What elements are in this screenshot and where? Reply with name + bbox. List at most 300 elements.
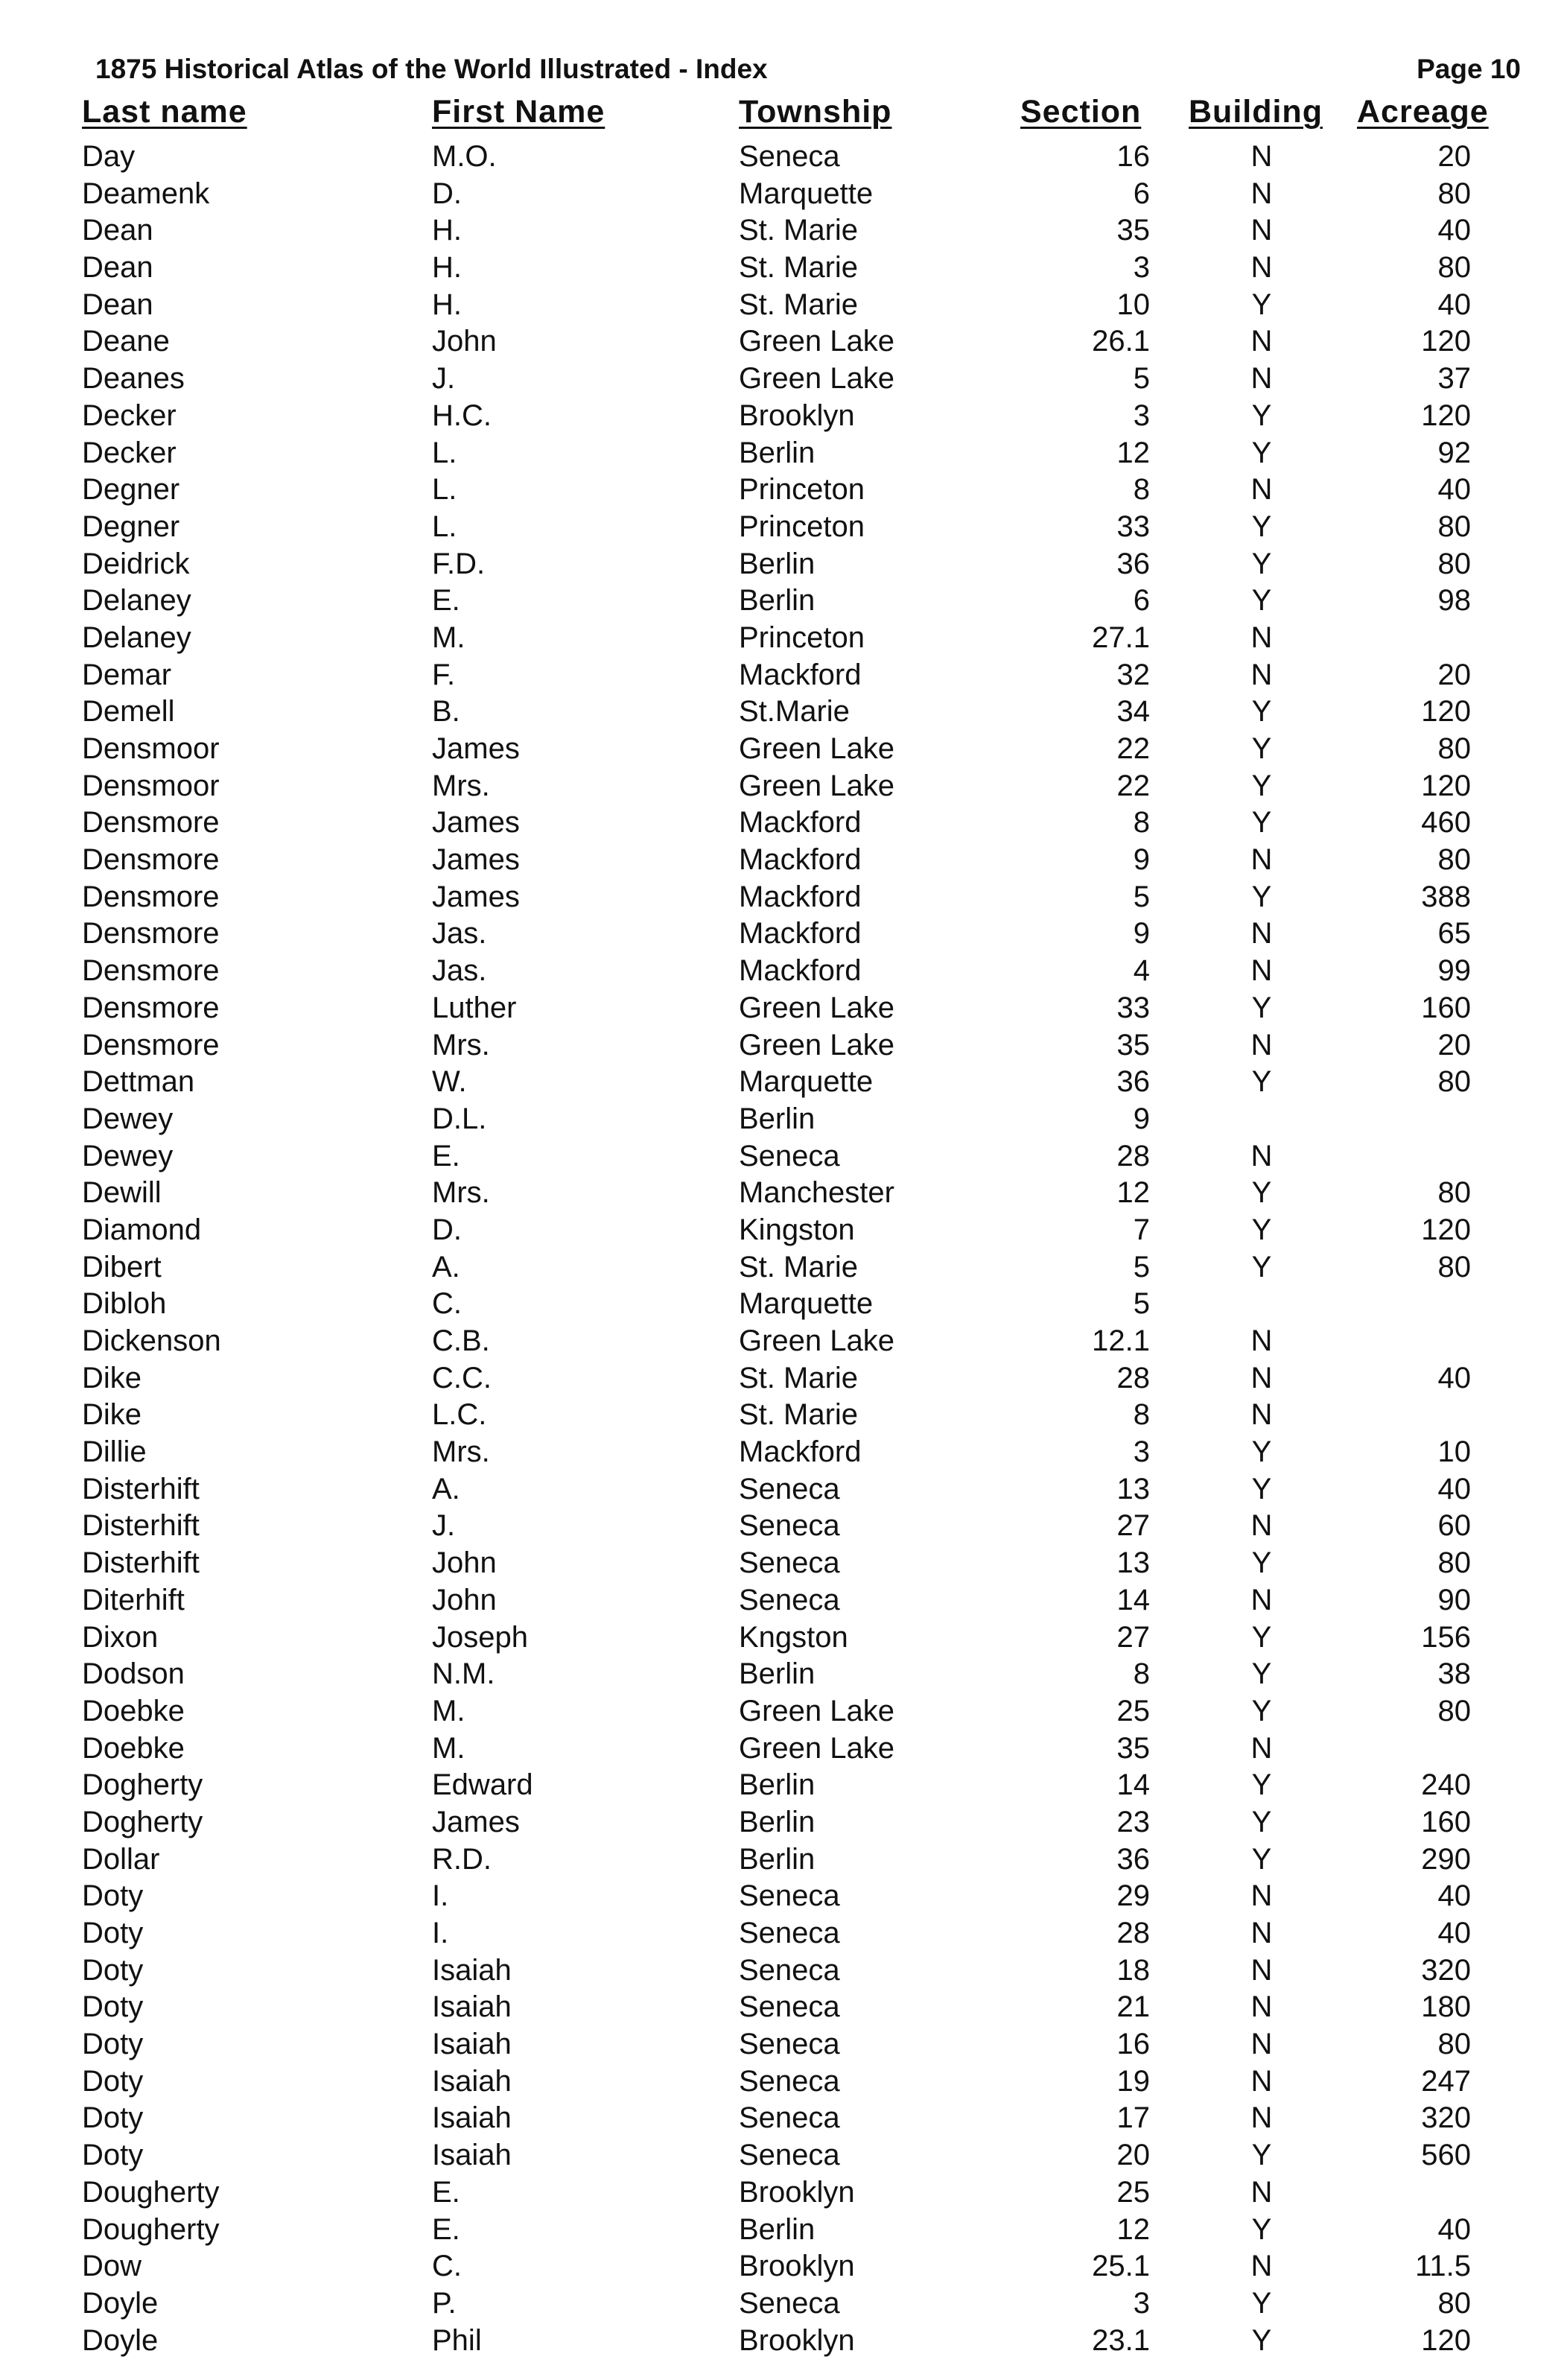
first-name-cell: F. (432, 658, 456, 691)
first-name-cell: John (432, 1546, 497, 1580)
acreage-cell: 120 (1421, 2323, 1471, 2357)
last-name-cell: Doty (82, 1879, 144, 1913)
last-name-cell: Deane (82, 325, 170, 358)
township-cell: Berlin (739, 1768, 816, 1802)
building-cell: Y (1251, 288, 1272, 321)
section-cell: 36 (1116, 1065, 1150, 1099)
first-name-cell: Mrs. (432, 1176, 490, 1210)
first-name-cell: J. (432, 1509, 456, 1543)
first-name-cell: Mrs. (432, 1435, 490, 1469)
section-cell: 3 (1133, 1435, 1150, 1469)
acreage-cell: 40 (1437, 1472, 1471, 1505)
table-row (0, 509, 1564, 546)
first-name-cell: John (432, 325, 497, 358)
building-cell: N (1250, 954, 1273, 988)
building-cell: N (1250, 1990, 1273, 2024)
last-name-cell: Densmore (82, 806, 220, 840)
first-name-cell: L. (432, 510, 457, 543)
first-name-cell: Isaiah (432, 2139, 512, 2172)
section-cell: 27.1 (1092, 621, 1150, 654)
table-row (0, 2285, 1564, 2323)
township-cell: Green Lake (739, 325, 895, 358)
building-cell: N (1250, 1028, 1273, 1062)
acreage-cell: 80 (1437, 843, 1471, 877)
last-name-cell: Doty (82, 2139, 144, 2172)
section-cell: 35 (1116, 1028, 1150, 1062)
first-name-cell: James (432, 732, 520, 765)
building-cell: Y (1251, 2323, 1272, 2357)
acreage-cell: 40 (1437, 473, 1471, 507)
section-cell: 12.1 (1092, 1324, 1150, 1357)
table-row (0, 250, 1564, 287)
township-cell: Mackford (739, 1435, 862, 1469)
index-table-body (0, 139, 1564, 2359)
acreage-cell: 20 (1437, 140, 1471, 173)
last-name-cell: Dow (82, 2250, 142, 2283)
first-name-cell: D.L. (432, 1102, 487, 1135)
last-name-cell: Dewey (82, 1102, 174, 1135)
first-name-cell: John (432, 1583, 497, 1616)
township-cell: Green Lake (739, 1731, 895, 1765)
township-cell: Green Lake (739, 1694, 895, 1727)
section-cell: 8 (1133, 1398, 1150, 1432)
acreage-cell: 560 (1421, 2139, 1471, 2172)
first-name-cell: Edward (432, 1768, 533, 1802)
last-name-cell: Dollar (82, 1842, 160, 1876)
acreage-cell: 90 (1437, 1583, 1471, 1616)
last-name-cell: Delaney (82, 584, 191, 618)
first-name-cell: L. (432, 436, 457, 469)
first-name-cell: James (432, 843, 520, 877)
last-name-cell: Diterhift (82, 1583, 185, 1616)
last-name-cell: Disterhift (82, 1472, 200, 1505)
acreage-cell: 120 (1421, 695, 1471, 729)
township-cell: Marquette (739, 1287, 874, 1321)
building-cell: N (1250, 658, 1273, 691)
last-name-cell: Dike (82, 1398, 142, 1432)
acreage-cell: 80 (1437, 2286, 1471, 2320)
building-cell: N (1250, 2064, 1273, 2098)
section-cell: 17 (1116, 2101, 1150, 2135)
first-name-cell: A. (432, 1250, 460, 1283)
township-cell: St. Marie (739, 214, 859, 247)
acreage-cell: 80 (1437, 1065, 1471, 1099)
first-name-cell: Mrs. (432, 1028, 490, 1062)
section-cell: 29 (1116, 1879, 1150, 1913)
acreage-cell: 80 (1437, 510, 1471, 543)
table-row (0, 2248, 1564, 2285)
township-cell: Seneca (739, 1879, 840, 1913)
township-cell: Green Lake (739, 732, 895, 765)
first-name-cell: Joseph (432, 1620, 528, 1654)
building-cell: Y (1251, 2286, 1272, 2320)
township-cell: Seneca (739, 1139, 840, 1172)
building-cell: N (1250, 325, 1273, 358)
table-row (0, 472, 1564, 509)
building-cell: Y (1251, 1842, 1272, 1876)
building-cell: Y (1251, 1435, 1272, 1469)
section-cell: 12 (1116, 2212, 1150, 2246)
column-header-section: Section (1020, 94, 1142, 130)
section-cell: 3 (1133, 2286, 1150, 2320)
document-title: 1875 Historical Atlas of the World Illustrated - Index (95, 54, 768, 84)
township-cell: Princeton (739, 621, 865, 654)
last-name-cell: Doebke (82, 1731, 185, 1765)
table-row (0, 1545, 1564, 1582)
table-row (0, 1027, 1564, 1064)
acreage-cell: 240 (1421, 1768, 1471, 1802)
section-cell: 22 (1116, 769, 1150, 802)
township-cell: Seneca (739, 2028, 840, 2061)
first-name-cell: A. (432, 1472, 460, 1505)
first-name-cell: P. (432, 2286, 457, 2320)
table-row (0, 1767, 1564, 1804)
column-header-last-name: Last name (82, 94, 247, 130)
last-name-cell: Decker (82, 399, 177, 432)
acreage-cell: 10 (1437, 1435, 1471, 1469)
township-cell: Seneca (739, 1509, 840, 1543)
last-name-cell: Dean (82, 251, 153, 285)
table-row (0, 1323, 1564, 1360)
section-cell: 28 (1116, 1917, 1150, 1949)
table-row (0, 2063, 1564, 2101)
section-cell: 3 (1133, 399, 1150, 432)
township-cell: Marquette (739, 177, 874, 210)
last-name-cell: Doty (82, 1990, 144, 2024)
section-cell: 8 (1133, 806, 1150, 840)
last-name-cell: Doty (82, 2064, 144, 2098)
table-row (0, 1915, 1564, 1952)
building-cell: Y (1251, 1213, 1272, 1246)
township-cell: Seneca (739, 1546, 840, 1580)
section-cell: 14 (1116, 1583, 1150, 1616)
last-name-cell: Densmore (82, 954, 220, 988)
table-row (0, 2323, 1564, 2360)
building-cell: Y (1251, 584, 1272, 618)
table-row (0, 583, 1564, 620)
acreage-cell: 320 (1421, 1953, 1471, 1987)
first-name-cell: L. (432, 473, 457, 507)
section-cell: 16 (1116, 140, 1150, 173)
building-cell: N (1250, 2028, 1273, 2061)
township-cell: Kingston (739, 1213, 855, 1246)
building-cell: N (1250, 843, 1273, 877)
table-row (0, 731, 1564, 768)
section-cell: 22 (1116, 732, 1150, 765)
table-row (0, 620, 1564, 657)
township-cell: Kngston (739, 1620, 848, 1654)
last-name-cell: Diamond (82, 1213, 202, 1246)
building-cell: N (1250, 214, 1273, 247)
acreage-cell: 460 (1421, 806, 1471, 840)
table-row (0, 1471, 1564, 1508)
township-cell: Seneca (739, 2139, 840, 2172)
table-row (0, 953, 1564, 990)
building-cell: N (1250, 1917, 1273, 1949)
building-cell: N (1250, 1583, 1273, 1616)
acreage-cell: 40 (1437, 214, 1471, 247)
acreage-cell: 11.5 (1415, 2250, 1471, 2283)
last-name-cell: Dogherty (82, 1768, 203, 1802)
acreage-cell: 80 (1437, 732, 1471, 765)
first-name-cell: D. (432, 177, 462, 210)
township-cell: Mackford (739, 806, 862, 840)
first-name-cell: C. (432, 2250, 462, 2283)
building-cell: Y (1251, 1620, 1272, 1654)
last-name-cell: Decker (82, 436, 177, 469)
section-cell: 12 (1116, 1176, 1150, 1210)
section-cell: 16 (1116, 2028, 1150, 2061)
township-cell: Seneca (739, 2101, 840, 2135)
township-cell: Mackford (739, 843, 862, 877)
section-cell: 6 (1133, 177, 1150, 210)
township-cell: Seneca (739, 1953, 840, 1987)
column-header-building: Building (1189, 94, 1323, 130)
building-cell: N (1250, 2175, 1273, 2209)
acreage-cell: 388 (1421, 880, 1471, 913)
first-name-cell: C.B. (432, 1324, 490, 1357)
acreage-cell: 60 (1437, 1509, 1471, 1543)
township-cell: Seneca (739, 140, 840, 173)
township-cell: Mackford (739, 880, 862, 913)
section-cell: 21 (1116, 1990, 1150, 2024)
township-cell: Brooklyn (739, 2250, 855, 2283)
section-cell: 8 (1133, 1657, 1150, 1691)
table-row (0, 2026, 1564, 2063)
section-cell: 13 (1116, 1546, 1150, 1580)
first-name-cell: L.C. (432, 1398, 487, 1432)
section-cell: 7 (1133, 1213, 1150, 1246)
building-cell: Y (1251, 695, 1272, 729)
last-name-cell: Dodson (82, 1657, 185, 1691)
acreage-cell: 80 (1437, 1250, 1471, 1283)
township-cell: Mackford (739, 917, 862, 951)
first-name-cell: James (432, 806, 520, 840)
acreage-cell: 80 (1437, 1176, 1471, 1210)
last-name-cell: Day (82, 140, 136, 173)
first-name-cell: Phil (432, 2323, 482, 2357)
building-cell: Y (1251, 769, 1272, 802)
table-row (0, 1101, 1564, 1138)
section-cell: 5 (1133, 880, 1150, 913)
first-name-cell: M.O. (432, 140, 497, 173)
table-row (0, 2212, 1564, 2249)
building-cell: Y (1251, 547, 1272, 580)
last-name-cell: Degner (82, 510, 180, 543)
building-cell: Y (1251, 1694, 1272, 1727)
acreage-cell: 80 (1437, 177, 1471, 210)
township-cell: Green Lake (739, 362, 895, 396)
first-name-cell: W. (432, 1065, 467, 1099)
table-row (0, 1360, 1564, 1397)
township-cell: St. Marie (739, 1398, 859, 1432)
section-cell: 33 (1116, 991, 1150, 1024)
township-cell: Berlin (739, 436, 816, 469)
acreage-cell: 80 (1437, 2028, 1471, 2061)
table-row (0, 657, 1564, 694)
first-name-cell: James (432, 1805, 520, 1838)
building-cell: Y (1251, 1065, 1272, 1099)
section-cell: 18 (1116, 1953, 1150, 1987)
section-cell: 4 (1133, 954, 1150, 988)
section-cell: 33 (1116, 510, 1150, 543)
township-cell: St. Marie (739, 1361, 859, 1394)
township-cell: Berlin (739, 2212, 816, 2246)
last-name-cell: Doebke (82, 1694, 185, 1727)
building-cell: N (1250, 1509, 1273, 1543)
first-name-cell: C.C. (432, 1361, 492, 1394)
first-name-cell: E. (432, 2175, 460, 2209)
table-row (0, 287, 1564, 324)
first-name-cell: Jas. (432, 917, 487, 951)
table-row (0, 842, 1564, 879)
last-name-cell: Doyle (82, 2323, 159, 2357)
building-cell: Y (1251, 1546, 1272, 1580)
table-row (0, 1286, 1564, 1323)
building-cell: N (1250, 917, 1273, 951)
first-name-cell: H. (432, 288, 462, 321)
table-row (0, 768, 1564, 805)
page-number: Page 10 (1417, 54, 1521, 84)
table-row (0, 694, 1564, 731)
section-cell: 27 (1116, 1620, 1150, 1654)
section-cell: 5 (1133, 1250, 1150, 1283)
last-name-cell: Dettman (82, 1065, 195, 1099)
first-name-cell: I. (432, 1879, 449, 1913)
last-name-cell: Delaney (82, 621, 191, 654)
last-name-cell: Dewey (82, 1139, 174, 1172)
building-cell: Y (1251, 1805, 1272, 1838)
last-name-cell: Doty (82, 2101, 144, 2135)
township-cell: Berlin (739, 1842, 816, 1876)
first-name-cell: Isaiah (432, 1990, 512, 2024)
first-name-cell: Jas. (432, 954, 487, 988)
building-cell: N (1250, 140, 1273, 173)
first-name-cell: M. (432, 1731, 465, 1765)
last-name-cell: Dean (82, 288, 153, 321)
last-name-cell: Dibloh (82, 1287, 167, 1321)
township-cell: Mackford (739, 954, 862, 988)
section-cell: 19 (1116, 2064, 1150, 2098)
township-cell: Seneca (739, 2286, 840, 2320)
building-cell: N (1250, 2101, 1273, 2135)
building-cell: N (1250, 1953, 1273, 1987)
section-cell: 27 (1116, 1509, 1150, 1543)
township-cell: Green Lake (739, 1028, 895, 1062)
building-cell: N (1250, 1139, 1273, 1172)
table-row (0, 1249, 1564, 1286)
table-row (0, 1212, 1564, 1249)
section-cell: 8 (1133, 473, 1150, 507)
section-cell: 23 (1116, 1805, 1150, 1838)
last-name-cell: Dogherty (82, 1805, 203, 1838)
section-cell: 12 (1116, 436, 1150, 469)
section-cell: 6 (1133, 584, 1150, 618)
acreage-cell: 40 (1437, 1361, 1471, 1394)
table-row (0, 212, 1564, 250)
table-row (0, 1878, 1564, 1915)
first-name-cell: C. (432, 1287, 462, 1321)
township-cell: Mackford (739, 658, 862, 691)
section-cell: 20 (1116, 2139, 1150, 2172)
acreage-cell: 40 (1437, 1879, 1471, 1913)
table-row (0, 1693, 1564, 1730)
township-cell: Marquette (739, 1065, 874, 1099)
table-row (0, 1175, 1564, 1212)
township-cell: Berlin (739, 1102, 816, 1135)
first-name-cell: Isaiah (432, 2064, 512, 2098)
building-cell: Y (1251, 1250, 1272, 1283)
last-name-cell: Densmore (82, 843, 220, 877)
acreage-cell: 65 (1437, 917, 1471, 951)
first-name-cell: Isaiah (432, 2028, 512, 2061)
last-name-cell: Deamenk (82, 177, 210, 210)
last-name-cell: Dibert (82, 1250, 162, 1283)
acreage-cell: 99 (1437, 954, 1471, 988)
table-row (0, 398, 1564, 435)
building-cell: Y (1251, 880, 1272, 913)
section-cell: 25.1 (1092, 2250, 1150, 2283)
last-name-cell: Dougherty (82, 2175, 220, 2209)
first-name-cell: I. (432, 1917, 449, 1949)
last-name-cell: Dewill (82, 1176, 162, 1210)
table-row (0, 1138, 1564, 1175)
township-cell: St. Marie (739, 1250, 859, 1283)
last-name-cell: Densmore (82, 880, 220, 913)
first-name-cell: M. (432, 1694, 465, 1727)
township-cell: Seneca (739, 1472, 840, 1505)
last-name-cell: Deanes (82, 362, 185, 396)
building-cell: N (1250, 1324, 1273, 1357)
township-cell: Seneca (739, 2064, 840, 2098)
acreage-cell: 290 (1421, 1842, 1471, 1876)
acreage-cell: 80 (1437, 547, 1471, 580)
building-cell: Y (1251, 991, 1272, 1024)
building-cell: N (1250, 2250, 1273, 2283)
acreage-cell: 40 (1437, 288, 1471, 321)
last-name-cell: Dixon (82, 1620, 159, 1654)
township-cell: St.Marie (739, 695, 850, 729)
township-cell: Green Lake (739, 991, 895, 1024)
table-row (0, 1952, 1564, 1990)
building-cell: Y (1251, 732, 1272, 765)
table-row (0, 990, 1564, 1027)
table-row (0, 176, 1564, 213)
township-cell: Princeton (739, 473, 865, 507)
last-name-cell: Disterhift (82, 1509, 200, 1543)
last-name-cell: Dougherty (82, 2212, 220, 2246)
first-name-cell: R.D. (432, 1842, 492, 1876)
section-cell: 36 (1116, 1842, 1150, 1876)
table-row (0, 1508, 1564, 1545)
table-row (0, 2174, 1564, 2212)
first-name-cell: F.D. (432, 547, 486, 580)
table-row (0, 915, 1564, 953)
acreage-cell: 120 (1421, 1213, 1471, 1246)
section-cell: 3 (1133, 251, 1150, 285)
acreage-cell: 92 (1437, 436, 1471, 469)
table-row (0, 1730, 1564, 1768)
first-name-cell: H.C. (432, 399, 492, 432)
first-name-cell: E. (432, 584, 460, 618)
acreage-cell: 156 (1421, 1620, 1471, 1654)
column-header-first-name: First Name (432, 94, 605, 130)
last-name-cell: Doyle (82, 2286, 159, 2320)
building-cell: Y (1251, 1657, 1272, 1691)
acreage-cell: 20 (1437, 1028, 1471, 1062)
first-name-cell: Isaiah (432, 1953, 512, 1987)
table-row (0, 1804, 1564, 1841)
